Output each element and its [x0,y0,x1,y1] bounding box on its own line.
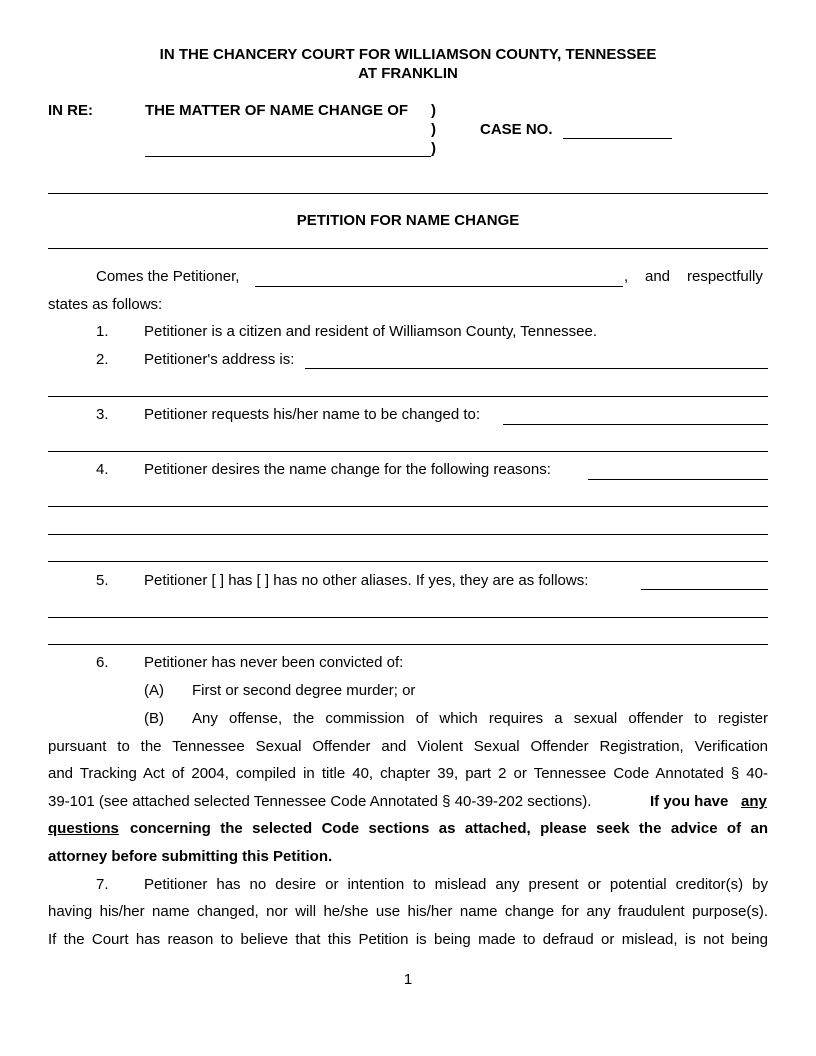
item-number: 1. [96,323,109,340]
warning-text-underlined: questions [48,820,119,837]
reasons-field-line2[interactable] [48,506,768,507]
item-number: 3. [96,406,109,423]
address-field-line2[interactable] [48,396,768,397]
petitioner-name-caption-field[interactable] [145,156,431,157]
court-location: AT FRANKLIN [358,65,458,82]
item-number: 4. [96,461,109,478]
warning-text: attorney before submitting this Petition. [48,848,333,865]
reasons-field-line3[interactable] [48,534,768,535]
subitem-text: First or second degree murder; or [192,682,416,699]
item-number: 2. [96,351,109,368]
document-title: PETITION FOR NAME CHANGE [296,212,520,229]
petitioner-name-field[interactable] [255,286,623,287]
matter-label: THE MATTER OF NAME CHANGE OF [145,102,409,119]
in-re-label: IN RE: [48,102,93,119]
intro-states: states as follows: [48,296,163,313]
warning-text: If you have [650,793,729,810]
subitem-label: (B) [144,710,164,727]
aliases-field-line2[interactable] [48,617,768,618]
item-number: 7. [96,876,109,893]
intro-comes: Comes the Petitioner, [96,268,240,285]
caption-paren: ) [431,140,436,157]
aliases-field-line3[interactable] [48,644,768,645]
item-number: 6. [96,654,109,671]
caption-paren: ) [431,121,436,138]
new-name-field-line2[interactable] [48,451,768,452]
intro-and: and [645,268,671,285]
address-field[interactable] [305,368,768,369]
paragraph-line: 39-101 (see attached selected Tennessee Code Annotated § 40-39-202 sections). [48,793,592,810]
warning-text-underlined: any [741,793,767,810]
intro-comma: , [624,268,629,285]
subitem-label: (A) [144,682,164,699]
item-text: Petitioner has never been convicted of: [144,654,404,671]
new-name-field[interactable] [503,424,768,425]
intro-respectfully: respectfully [687,268,763,285]
subitem-text: Any offense, the commission of which requires a sexual offender to register [192,710,768,727]
reasons-field[interactable] [588,479,768,480]
item-text: Petitioner requests his/her name to be changed to: [144,406,481,423]
divider [48,193,768,194]
reasons-field-line4[interactable] [48,561,768,562]
item-text: Petitioner [ ] has [ ] has no other aliases. If yes, they are as follows: [144,572,589,589]
item-number: 5. [96,572,109,589]
paragraph-line: If the Court has reason to believe that this Petition is being made to defraud or mislead, is not being [48,931,768,948]
court-heading: IN THE CHANCERY COURT FOR WILLIAMSON COUNTY, TENNESSEE [159,46,657,63]
item-text: Petitioner's address is: [144,351,295,368]
aliases-field[interactable] [641,589,768,590]
item-text: Petitioner is a citizen and resident of Williamson County, Tennessee. [144,323,598,340]
caption-paren: ) [431,102,436,119]
paragraph-line: pursuant to the Tennessee Sexual Offender and Violent Sexual Offender Registration, Verification [48,738,768,755]
item-text: Petitioner desires the name change for the following reasons: [144,461,551,478]
divider [48,248,768,249]
paragraph-line: having his/her name changed, nor will he/she use his/her name change for any fraudulent purpose(s). [48,903,768,920]
paragraph-line: and Tracking Act of 2004, compiled in title 40, chapter 39, part 2 or Tennessee Code Annotated § 40- [48,765,768,782]
case-number-field[interactable] [563,138,672,139]
page-number: 1 [403,971,413,988]
warning-text: concerning the selected Code sections as attached, please seek the advice of an [130,820,768,837]
case-no-label: CASE NO. [480,121,553,138]
paragraph-line: Petitioner has no desire or intention to mislead any present or potential creditor(s) by [144,876,768,893]
